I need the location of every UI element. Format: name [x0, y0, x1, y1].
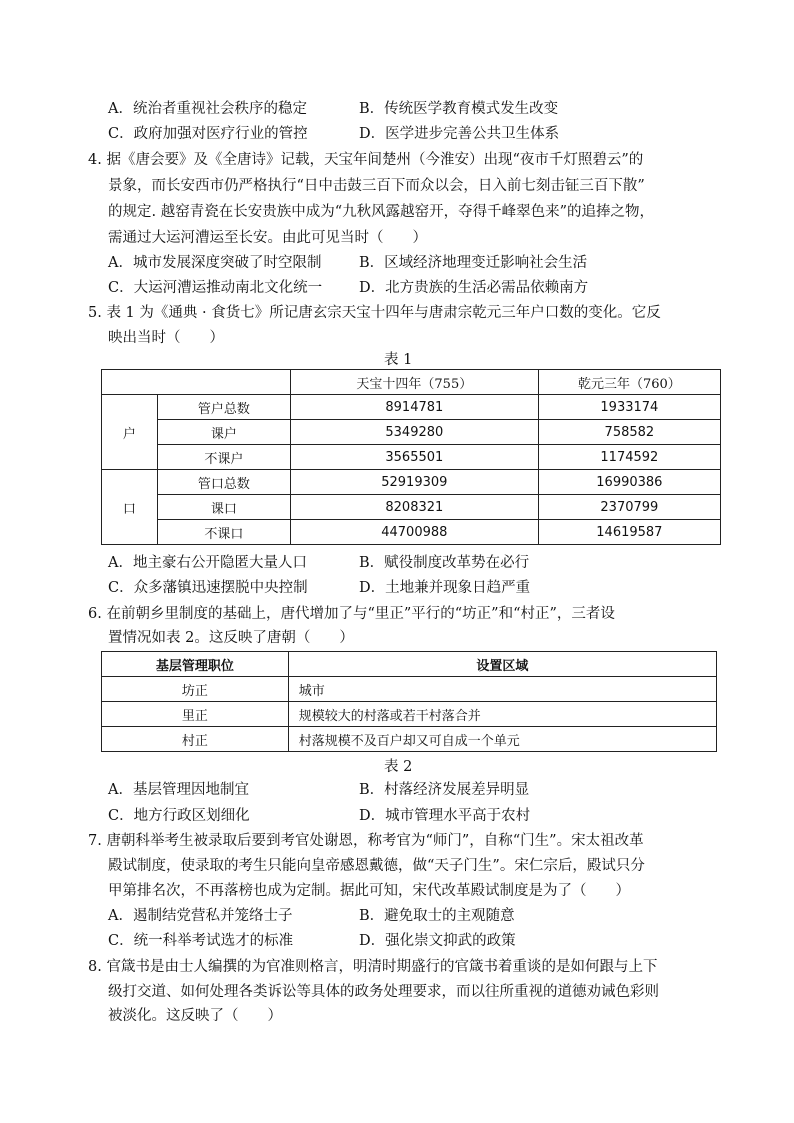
q4-stem-line-2: 景象，而长安西市仍严格执行“日中击鼓三百下而众以会，日入前七刻击钲三百下散” [108, 178, 645, 194]
table1-group-hu: 户 [102, 395, 158, 470]
table2-row-name: 里正 [102, 702, 289, 727]
q4-option-b[interactable]: B．区域经济地理变迁影响社会生活 [359, 255, 588, 271]
table1-cell: 1174592 [538, 445, 720, 470]
table1-cell: 2370799 [538, 495, 720, 520]
table2-row-name: 坊正 [102, 677, 289, 702]
table1-cell: 14619587 [538, 520, 720, 545]
table1-row-name: 课户 [157, 420, 290, 445]
table-1 [101, 369, 721, 545]
q8-stem-line-2: 级打交道、如何处理各类诉讼等具体的政务处理要求，而以往所重视的道德劝诫色彩则 [108, 984, 659, 1000]
q8-stem-line-3: 被淡化。这反映了（ ） [108, 1008, 282, 1024]
q7-option-a[interactable]: A．遏制结党营私并笼络士子 [108, 908, 293, 924]
q3-option-b[interactable]: B．传统医学教育模式发生改变 [359, 101, 559, 117]
table1-cell: 8914781 [290, 395, 538, 420]
q4-stem-line-1: 4. 据《唐会要》及《全唐诗》记载，天宝年间楚州（今淮安）出现“夜市千灯照碧云”的 [88, 152, 644, 168]
q5-option-a[interactable]: A．地主豪右公开隐匿大量人口 [108, 555, 307, 571]
table1-cell: 8208321 [290, 495, 538, 520]
table1-header-col2: 乾元三年（760） [538, 370, 720, 395]
table1-cell: 1933174 [538, 395, 720, 420]
q6-option-a[interactable]: A．基层管理因地制宜 [108, 782, 249, 798]
q4-stem-line-3: 的规定. 越窑青瓷在长安贵族中成为“九秋风露越窑开，夺得千峰翠色来”的追捧之物， [108, 204, 655, 220]
q7-option-d[interactable]: D．强化崇文抑武的政策 [359, 933, 516, 949]
table2-row-name: 村正 [102, 727, 289, 752]
table1-header-col1: 天宝十四年（755） [290, 370, 538, 395]
table1-row-name: 不课口 [157, 520, 290, 545]
q5-stem-line-2: 映出当时（ ） [108, 330, 224, 346]
table1-cell: 5349280 [290, 420, 538, 445]
q7-option-b[interactable]: B．避免取士的主观随意 [359, 908, 515, 924]
table1-group-kou: 口 [102, 470, 158, 545]
q6-option-c[interactable]: C．地方行政区划细化 [108, 808, 250, 824]
q7-stem-line-3: 甲第排名次，不再落榜也成为定制。据此可知，宋代改革殿试制度是为了（ ） [108, 883, 630, 899]
q4-stem-line-4: 需通过大运河漕运至长安。由此可见当时（ ） [108, 230, 427, 246]
table1-header-blank [102, 370, 291, 395]
q7-stem-line-1: 7. 唐朝科举考生被录取后要到考官处谢恩，称考官为“师门”，自称“门生”。宋太祖改革 [88, 833, 644, 849]
table2-header-position: 基层管理职位 [102, 652, 289, 677]
q5-stem-line-1: 5. 表 1 为《通典 · 食货七》所记唐玄宗天宝十四年与唐肃宗乾元三年户口数的变化。它反 [88, 305, 661, 321]
q6-option-b[interactable]: B．村落经济发展差异明显 [359, 782, 530, 798]
q4-option-d[interactable]: D．北方贵族的生活必需品依赖南方 [359, 280, 589, 296]
table1-cell: 3565501 [290, 445, 538, 470]
q3-option-d[interactable]: D．医学进步完善公共卫生体系 [359, 126, 560, 142]
q8-stem-line-1: 8. 官箴书是由士人编撰的为官准则格言，明清时期盛行的官箴书着重谈的是如何跟与上下 [88, 959, 658, 975]
table1-row-name: 管户总数 [157, 395, 290, 420]
table2-row-area: 规模较大的村落或若干村落合并 [288, 702, 716, 727]
q7-option-c[interactable]: C．统一科举考试选才的标准 [108, 933, 294, 949]
table-2 [101, 651, 717, 752]
table1-row-name: 管口总数 [157, 470, 290, 495]
table2-row-area: 城市 [288, 677, 716, 702]
q6-stem-line-2: 置情况如表 2。这反映了唐朝（ ） [108, 630, 354, 646]
table2-row-area: 村落规模不及百户却又可自成一个单元 [288, 727, 716, 752]
q5-option-d[interactable]: D．土地兼并现象日趋严重 [359, 580, 531, 596]
table1-cell: 52919309 [290, 470, 538, 495]
table1-cell: 758582 [538, 420, 720, 445]
q3-option-a[interactable]: A．统治者重视社会秩序的稳定 [108, 101, 307, 117]
q4-option-a[interactable]: A．城市发展深度突破了时空限制 [108, 255, 322, 271]
table1-row-name: 不课户 [157, 445, 290, 470]
table2-title: 表 2 [384, 759, 413, 775]
q6-stem-line-1: 6. 在前朝乡里制度的基础上，唐代增加了与“里正”平行的“坊正”和“村正”，三者设 [88, 606, 615, 622]
q5-option-c[interactable]: C．众多藩镇迅速摆脱中央控制 [108, 580, 308, 596]
table2-header-area: 设置区域 [288, 652, 716, 677]
q3-option-c[interactable]: C．政府加强对医疗行业的管控 [108, 126, 308, 142]
q7-stem-line-2: 殿试制度，使录取的考生只能向皇帝感恩戴德，做“天子门生”。宋仁宗后，殿试只分 [108, 858, 645, 874]
q5-option-b[interactable]: B．赋役制度改革势在必行 [359, 555, 530, 571]
table1-title: 表 1 [384, 352, 413, 368]
table1-row-name: 课口 [157, 495, 290, 520]
table1-cell: 44700988 [290, 520, 538, 545]
q6-option-d[interactable]: D．城市管理水平高于农村 [359, 808, 531, 824]
q4-option-c[interactable]: C．大运河漕运推动南北文化统一 [108, 280, 323, 296]
table1-cell: 16990386 [538, 470, 720, 495]
